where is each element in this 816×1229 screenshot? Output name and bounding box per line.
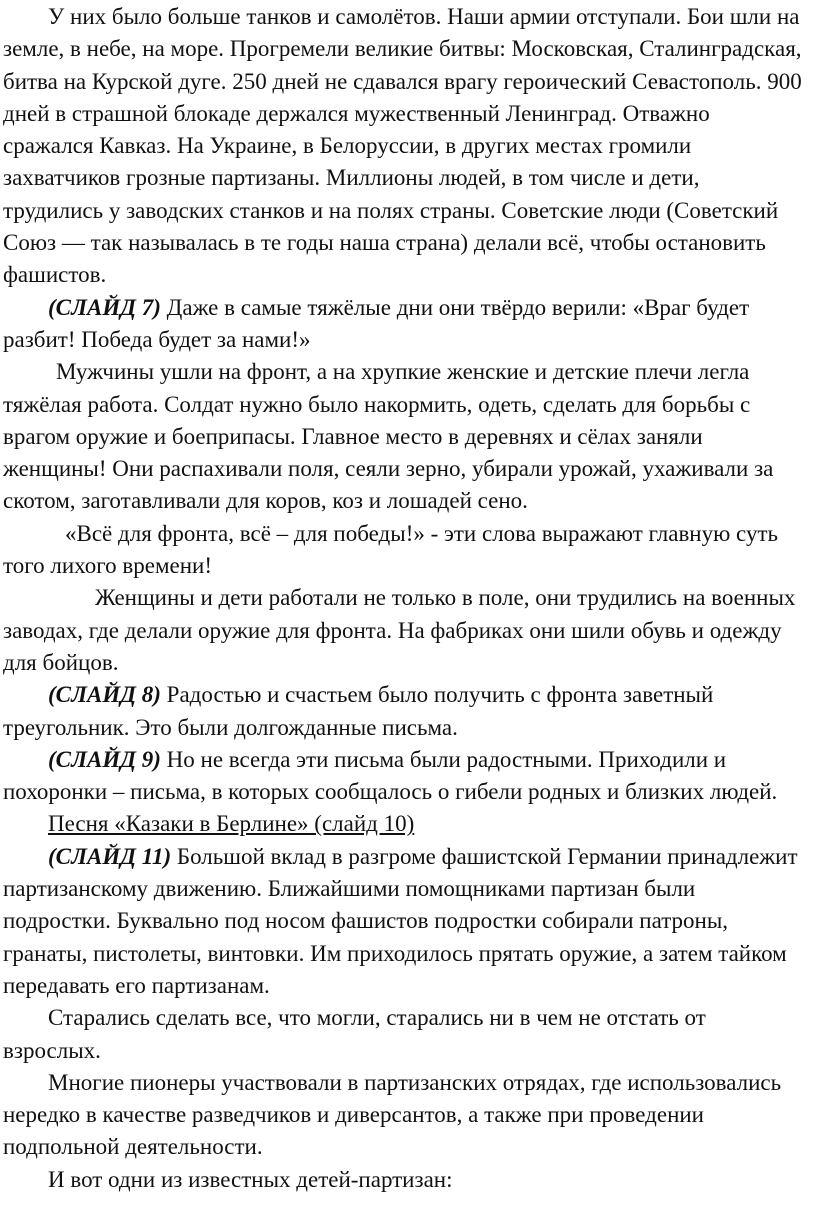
- document-page: [3, 0, 803, 1196]
- paragraph-4-text: «Всё для фронта, всё – для победы!» - эти слова выражают главную суть того лихого времени!: [3, 520, 778, 579]
- paragraph-3: [3, 356, 803, 517]
- paragraph-5-text: Женщины и дети работали не только в поле, они трудились на военных заводах, где делали оружие для фронта. На фабриках они шили обувь и одежду для бойцов.: [3, 585, 796, 675]
- paragraph-2: [3, 292, 803, 357]
- slide-9-label: (СЛАЙД 9): [48, 746, 161, 772]
- paragraph-6-text: Радостью и счастьем было получить с фронта заветный треугольник. Это были долгожданные письма.: [3, 682, 714, 740]
- paragraph-7-text: Но не всегда эти письма были радостными. Приходили и похоронки – письма, в которых сообщалось о гибели родных и близких людей.: [3, 746, 778, 805]
- paragraph-11: [3, 1067, 803, 1164]
- slide-11-label: (СЛАЙД 11): [48, 843, 172, 869]
- paragraph-1-text: У них было больше танков и самолётов. Наши армии отступали. Бои шли на земле, в небе, на море. Прогремели великие битвы: Московская, Сталинградская, битва на Курской дуге. 250 дней не сдавался врагу героический Севастополь. 900 дней в страшной блокаде держался мужественный Ленинград. Отважно сражался Кавказ. На Украине, в Белоруссии, в других местах громили захватчиков грозные партизаны. Миллионы людей, в том числе и дети, трудились у заводских станков и на полях страны. Советские люди (Советский Союз — так называлась в те годы наша страна) делали всё, чтобы остановить фашистов.: [3, 4, 802, 288]
- paragraph-5: [3, 582, 803, 679]
- song-title: Песня «Казаки в Берлине» (слайд 10): [48, 811, 415, 837]
- paragraph-9-text: Большой вклад в разгроме фашистской Германии принадлежит партизанскому движению. Ближайшими помощниками партизан были подростки. Буквально под носом фашистов подростки собирали патроны, гранаты, пистолеты, винтовки. Им приходилось прятать оружие, а затем тайком передавать его партизанам.: [3, 843, 798, 998]
- paragraph-1: [3, 1, 803, 292]
- paragraph-6: [3, 679, 803, 744]
- slide-8-label: (СЛАЙД 8): [48, 682, 161, 708]
- paragraph-10-text: Старались сделать все, что могли, старались ни в чем не отстать от взрослых.: [3, 1005, 706, 1063]
- paragraph-10: [3, 1002, 803, 1067]
- paragraph-8: [3, 808, 803, 840]
- paragraph-4: [3, 518, 803, 583]
- slide-7-label: (СЛАЙД 7): [48, 294, 161, 320]
- paragraph-7: [3, 744, 803, 809]
- paragraph-3-text: Мужчины ушли на фронт, а на хрупкие женские и детские плечи легла тяжёлая работа. Солдат нужно было накормить, одеть, сделать для борьбы с врагом оружие и боеприпасы. Главное место в деревнях и сёлах заняли женщины! Они распахивали поля, сеяли зерно, убирали урожай, ухаживали за скотом, заготавливали для коров, коз и лошадей сено.: [3, 359, 774, 514]
- paragraph-11-text: Многие пионеры участвовали в партизанских отрядах, где использовались нередко в качестве разведчиков и диверсантов, а также при проведении подпольной деятельности.: [3, 1069, 782, 1160]
- paragraph-9: [3, 841, 803, 1002]
- paragraph-12-text: И вот одни из известных детей-партизан:: [48, 1166, 453, 1192]
- paragraph-2-text: Даже в самые тяжёлые дни они твёрдо верили: «Враг будет разбит! Победа будет за нами!»: [3, 294, 750, 352]
- paragraph-12: [3, 1164, 803, 1196]
